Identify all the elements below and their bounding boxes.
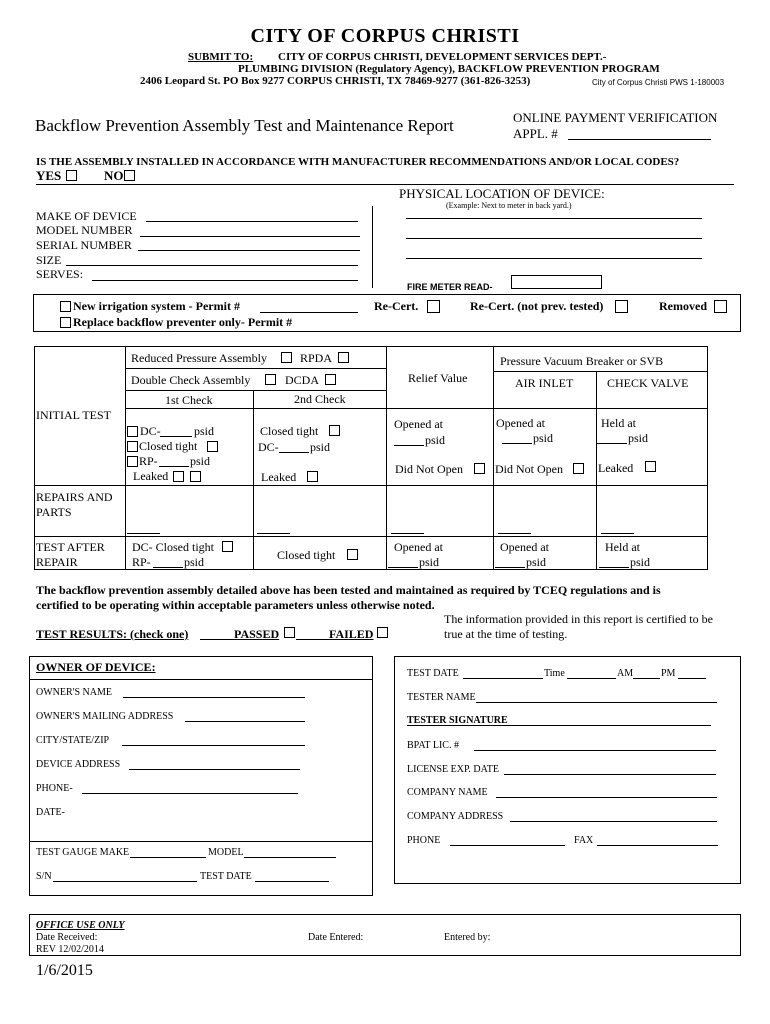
appl-label: APPL. # — [513, 126, 558, 141]
company-address-input[interactable] — [510, 821, 717, 822]
after-relief-psid: psid — [419, 555, 440, 569]
recert-not-prev-checkbox[interactable] — [615, 300, 628, 313]
after-check-valve-psid-input[interactable] — [599, 567, 629, 568]
device-address-input[interactable] — [129, 769, 300, 770]
fire-meter-label: FIRE METER READ- — [407, 282, 493, 292]
relief-value-label: Relief Value — [408, 371, 468, 385]
location-input-2[interactable] — [406, 238, 702, 239]
office-use-box — [29, 914, 741, 956]
dca-label: Double Check Assembly — [131, 373, 251, 387]
cert-text-1: The backflow prevention assembly detailed above has been tested and maintained as required by TCEQ regulations and is — [36, 583, 661, 597]
check-valve-leaked-checkbox[interactable] — [645, 461, 656, 472]
check-valve-leaked-label: Leaked — [598, 461, 634, 475]
rpda-label: RPDA — [300, 351, 333, 365]
leaked-2-checkbox[interactable] — [307, 471, 318, 482]
rpa-label: Reduced Pressure Assembly — [131, 351, 267, 365]
no-checkbox[interactable] — [124, 170, 135, 181]
air-inlet-did-not-open-label: Did Not Open — [495, 462, 563, 476]
test-after-label: TEST AFTER — [36, 540, 105, 554]
yes-checkbox[interactable] — [66, 170, 77, 181]
tester-test-date-label: TEST DATE — [407, 668, 459, 679]
owner-mailing-input[interactable] — [185, 721, 305, 722]
owner-mailing-label: OWNER'S MAILING ADDRESS — [36, 711, 174, 722]
relief-did-not-open-checkbox[interactable] — [474, 463, 485, 474]
dc-checkbox[interactable] — [127, 426, 138, 437]
pvb-label: Pressure Vacuum Breaker or SVB — [500, 354, 664, 368]
tester-pm-input[interactable] — [678, 678, 706, 679]
license-exp-label: LICENSE EXP. DATE — [407, 764, 499, 775]
submit-to-label: SUBMIT TO: — [188, 51, 254, 63]
after-closed-tight-checkbox[interactable] — [347, 549, 358, 560]
tester-test-date-input[interactable] — [463, 678, 543, 679]
relief-psid: psid — [425, 433, 446, 447]
passed-label: PASSED — [234, 627, 280, 641]
model-label: MODEL NUMBER — [36, 223, 133, 237]
owner-date-label: DATE- — [36, 807, 65, 818]
owner-phone-input[interactable] — [82, 793, 298, 794]
check-valve-label: CHECK VALVE — [607, 376, 689, 390]
dc-psid: psid — [194, 424, 215, 438]
device-divider — [372, 206, 373, 288]
after-dc-closed-tight-label: DC- Closed tight — [132, 540, 215, 554]
location-example: (Example: Next to meter in back yard.) — [446, 201, 572, 210]
rp-label: RP- — [139, 454, 158, 468]
rp-psid-input[interactable] — [159, 466, 189, 467]
removed-checkbox[interactable] — [714, 300, 727, 313]
after-air-inlet-psid: psid — [526, 555, 547, 569]
gauge-model-label: MODEL — [208, 847, 244, 858]
closed-tight-1-label: Closed tight — [139, 439, 198, 453]
rp-checkbox[interactable] — [127, 456, 138, 467]
closed-tight-2-label: Closed tight — [260, 424, 319, 438]
tester-name-label: TESTER NAME — [407, 692, 476, 703]
new-irrigation-permit-input[interactable] — [260, 312, 358, 313]
divider — [36, 184, 734, 185]
gauge-make-label: TEST GAUGE MAKE — [36, 847, 130, 858]
fire-meter-input[interactable] — [511, 275, 602, 289]
dept-line-2: PLUMBING DIVISION (Regulatory Agency), BACKFLOW PREVENTION PROGRAM — [238, 63, 660, 75]
dc-psid-input[interactable] — [160, 436, 192, 437]
after-relief-psid-input[interactable] — [388, 567, 418, 568]
bpat-label: BPAT LIC. # — [407, 740, 459, 751]
gauge-make-input[interactable] — [130, 857, 206, 858]
air-inlet-psid-input[interactable] — [502, 443, 532, 444]
dc-2-psid-input[interactable] — [279, 452, 309, 453]
parts-label: PARTS — [36, 505, 72, 519]
model-input[interactable] — [140, 236, 360, 237]
installed-question: IS THE ASSEMBLY INSTALLED IN ACCORDANCE WITH MANUFACTURER RECOMMENDATIONS AND/OR LOCAL CODES? — [36, 156, 680, 168]
owner-name-label: OWNER'S NAME — [36, 687, 112, 698]
closed-tight-2-checkbox[interactable] — [329, 425, 340, 436]
rev-label: REV 12/02/2014 — [36, 944, 104, 955]
relief-psid-input[interactable] — [394, 445, 424, 446]
make-label: MAKE OF DEVICE — [36, 209, 137, 223]
initial-test-label: INITIAL TEST — [36, 408, 111, 422]
tester-pm-label: PM — [661, 668, 676, 679]
after-rp-psid: psid — [184, 555, 205, 569]
first-check-label: 1st Check — [165, 393, 213, 407]
address-line: 2406 Leopard St. PO Box 9277 CORPUS CHRISTI, TX 78469-9277 (361-826-3253) — [140, 75, 531, 87]
report-title: Backflow Prevention Assembly Test and Maintenance Report — [35, 116, 454, 135]
recert-not-prev-label: Re-Cert. (not prev. tested) — [470, 299, 604, 313]
leaked-1-label: Leaked — [133, 469, 169, 483]
company-address-label: COMPANY ADDRESS — [407, 811, 504, 822]
cert-text-2: certified to be operating within acceptable parameters unless otherwise noted. — [36, 598, 435, 612]
cert-info-1: The information provided in this report is certified to be — [444, 612, 713, 626]
air-inlet-label: AIR INLET — [515, 376, 574, 390]
date-received-label: Date Received: — [36, 932, 98, 943]
air-inlet-did-not-open-checkbox[interactable] — [573, 463, 584, 474]
dept-line-1: CITY OF CORPUS CHRISTI, DEVELOPMENT SERVICES DEPT.- — [278, 51, 607, 63]
form-id: City of Corpus Christi PWS 1-180003 — [592, 78, 725, 87]
repairs-2nd-input[interactable] — [257, 533, 290, 534]
owner-heading: OWNER OF DEVICE: — [36, 660, 156, 674]
relief-opened-at-label: Opened at — [394, 417, 443, 431]
after-rp-psid-input[interactable] — [153, 567, 183, 568]
passed-checkbox[interactable] — [284, 627, 295, 638]
tester-phone-input[interactable] — [450, 845, 565, 846]
device-address-label: DEVICE ADDRESS — [36, 759, 121, 770]
dcda-label: DCDA — [285, 373, 320, 387]
failed-label: FAILED — [329, 627, 374, 641]
after-check-valve-psid: psid — [630, 555, 651, 569]
after-rp-label: RP- — [132, 555, 151, 569]
tester-time-label: Time — [544, 668, 565, 679]
check-valve-held-at-label: Held at — [601, 416, 636, 430]
bpat-input[interactable] — [474, 750, 716, 751]
footer-date: 1/6/2015 — [36, 962, 93, 979]
rp-psid: psid — [190, 454, 211, 468]
after-air-inlet-opened-at-label: Opened at — [500, 540, 549, 554]
tester-name-input[interactable] — [476, 702, 717, 703]
test-results-label: TEST RESULTS: (check one) — [36, 627, 189, 641]
gauge-test-date-label: TEST DATE — [200, 871, 252, 882]
size-label: SIZE — [36, 253, 62, 267]
tester-signature-label: TESTER SIGNATURE — [407, 715, 508, 726]
dc-2-psid: psid — [310, 440, 331, 454]
repairs-1st-input[interactable] — [127, 533, 160, 534]
date-entered-label: Date Entered: — [308, 932, 364, 943]
leaked-1-checkbox-b[interactable] — [190, 471, 201, 482]
closed-tight-1-checkbox-a[interactable] — [127, 441, 138, 452]
owner-city-input[interactable] — [122, 745, 305, 746]
owner-name-input[interactable] — [123, 697, 305, 698]
rpda-checkbox[interactable] — [338, 352, 349, 363]
recert-checkbox[interactable] — [427, 300, 440, 313]
serial-label: SERIAL NUMBER — [36, 238, 132, 252]
leaked-1-checkbox-a[interactable] — [173, 471, 184, 482]
new-irrigation-checkbox[interactable] — [60, 301, 71, 312]
air-inlet-psid: psid — [533, 431, 554, 445]
repair-label: REPAIR — [36, 555, 78, 569]
repairs-label: REPAIRS AND — [36, 490, 113, 504]
dcda-checkbox[interactable] — [325, 374, 336, 385]
relief-did-not-open-label: Did Not Open — [395, 462, 463, 476]
location-label: PHYSICAL LOCATION OF DEVICE: — [399, 186, 605, 201]
make-input[interactable] — [146, 221, 358, 222]
tester-am-input[interactable] — [633, 678, 660, 679]
online-payment-label: ONLINE PAYMENT VERIFICATION — [513, 110, 718, 125]
location-input-3[interactable] — [406, 258, 702, 259]
leaked-2-label: Leaked — [261, 470, 297, 484]
company-name-label: COMPANY NAME — [407, 787, 488, 798]
check-valve-psid: psid — [628, 431, 649, 445]
second-check-label: 2nd Check — [294, 392, 346, 406]
recert-label: Re-Cert. — [374, 299, 419, 313]
gauge-test-date-input[interactable] — [255, 881, 329, 882]
cert-info-2: true at the time of testing. — [444, 627, 568, 641]
replace-label: Replace backflow preventer only- Permit # — [73, 315, 293, 329]
air-inlet-opened-at-label: Opened at — [496, 416, 545, 430]
check-valve-psid-input[interactable] — [597, 443, 627, 444]
dca-checkbox[interactable] — [265, 374, 276, 385]
repairs-air-inlet-input[interactable] — [498, 533, 531, 534]
serves-label: SERVES: — [36, 267, 84, 281]
location-input-1[interactable] — [406, 218, 702, 219]
page-title: CITY OF CORPUS CHRISTI — [250, 25, 520, 47]
serial-input[interactable] — [138, 250, 360, 251]
after-relief-opened-at-label: Opened at — [394, 540, 443, 554]
tester-am-label: AM — [617, 668, 634, 679]
after-dc-closed-tight-checkbox[interactable] — [222, 541, 233, 552]
repairs-relief-input[interactable] — [391, 533, 424, 534]
after-air-inlet-psid-input[interactable] — [495, 567, 525, 568]
tester-phone-label: PHONE — [407, 835, 441, 846]
tester-fax-input[interactable] — [597, 845, 718, 846]
removed-label: Removed — [659, 299, 707, 313]
owner-phone-label: PHONE- — [36, 783, 73, 794]
serves-input[interactable] — [92, 280, 358, 281]
no-label: NO — [104, 168, 124, 183]
appl-input[interactable] — [568, 139, 711, 140]
rpa-checkbox[interactable] — [281, 352, 292, 363]
company-name-input[interactable] — [496, 797, 717, 798]
owner-city-label: CITY/STATE/ZIP — [36, 735, 110, 746]
tester-fax-label: FAX — [574, 835, 594, 846]
entered-by-label: Entered by: — [444, 932, 491, 943]
gauge-model-input[interactable] — [244, 857, 336, 858]
after-closed-tight-label: Closed tight — [277, 548, 336, 562]
replace-checkbox[interactable] — [60, 317, 71, 328]
gauge-sn-input[interactable] — [53, 881, 197, 882]
dc-label: DC- — [140, 424, 161, 438]
tester-signature-input[interactable] — [407, 725, 711, 726]
after-check-valve-held-at-label: Held at — [605, 540, 640, 554]
tester-time-input[interactable] — [567, 678, 616, 679]
gauge-sn-label: S/N — [36, 871, 52, 882]
office-use-heading: OFFICE USE ONLY — [36, 920, 125, 931]
license-exp-input[interactable] — [504, 774, 716, 775]
new-irrigation-label: New irrigation system - Permit # — [73, 299, 240, 313]
closed-tight-1-checkbox-b[interactable] — [207, 441, 218, 452]
yes-label: YES — [36, 168, 62, 183]
failed-checkbox[interactable] — [377, 627, 388, 638]
size-input[interactable] — [66, 265, 358, 266]
dc-2-label: DC- — [258, 440, 279, 454]
repairs-check-valve-input[interactable] — [601, 533, 634, 534]
